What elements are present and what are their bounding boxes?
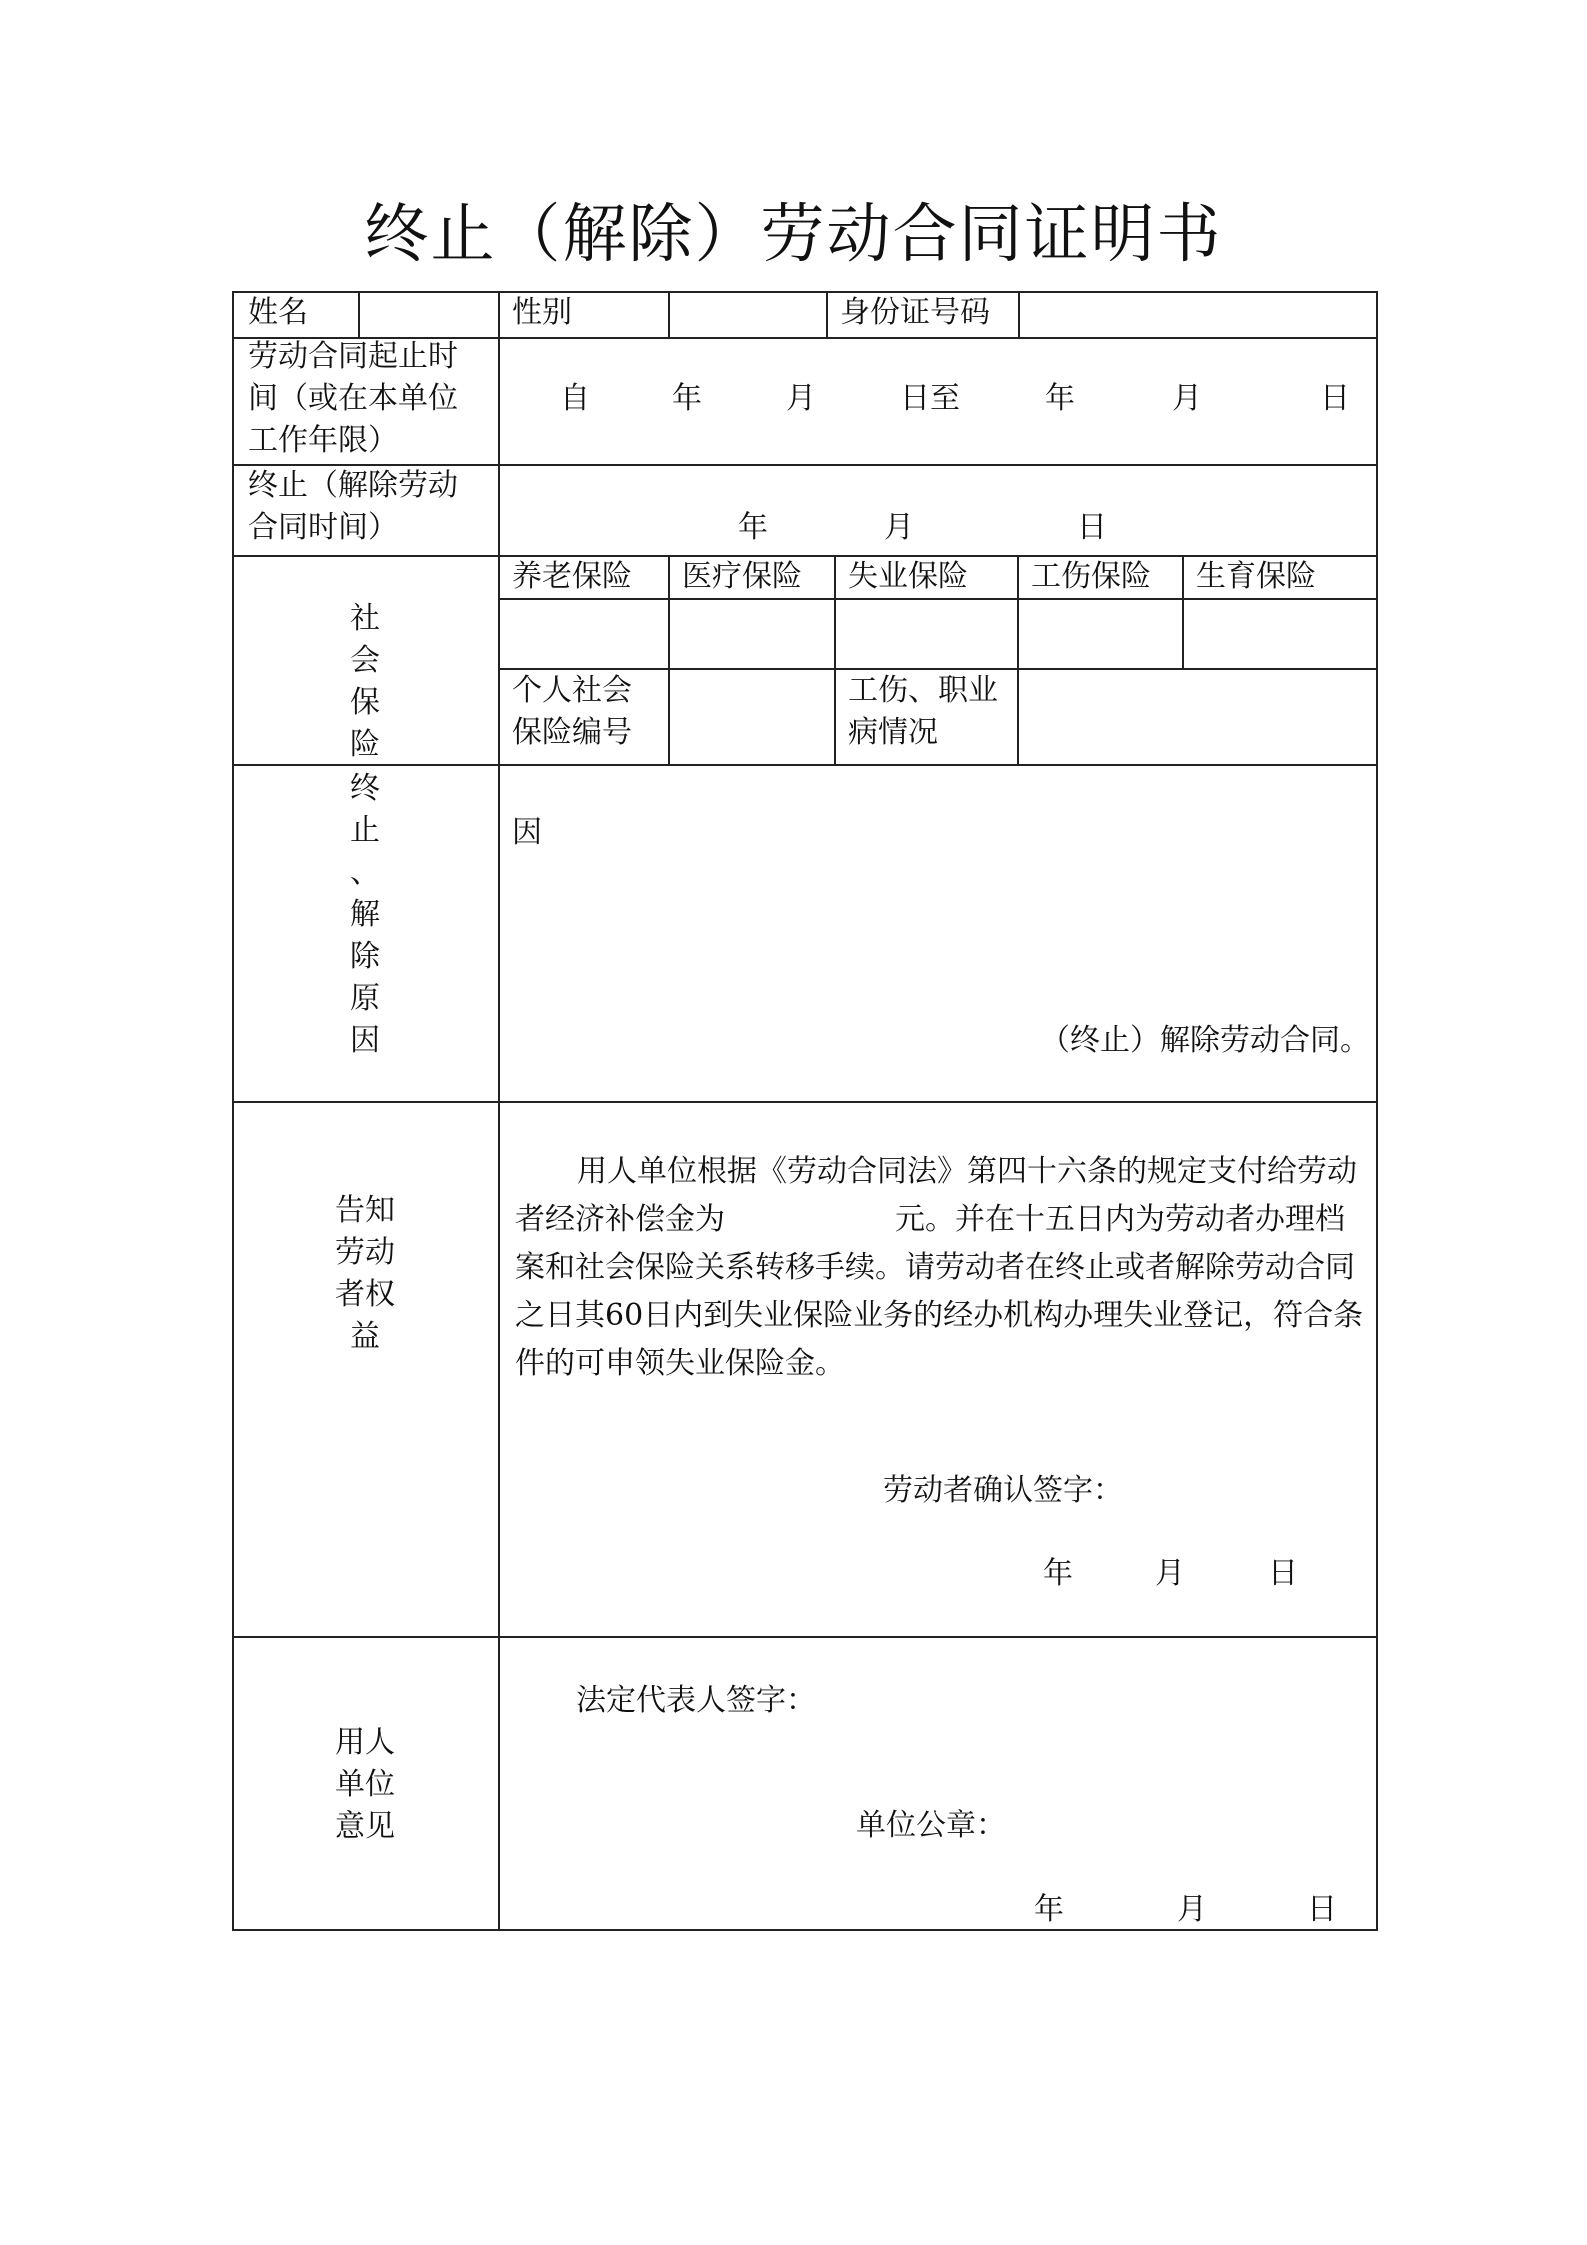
personal-insurance-no-label-line: 保险编号 bbox=[512, 715, 632, 750]
contract-period-label-line: 劳动合同起止时 bbox=[248, 339, 458, 374]
worker-sign-date-part: 年 bbox=[1043, 1556, 1073, 1591]
termination-reason-side-label: 终 止 、 解 除 原 因 bbox=[350, 771, 380, 1058]
medical-insurance-label: 医疗保险 bbox=[682, 559, 802, 594]
table-line bbox=[826, 291, 828, 337]
social-insurance-side-label: 社 会 保 险 bbox=[350, 601, 380, 762]
contract-date-part: 日至 bbox=[900, 381, 960, 416]
termination-time-label-line: 终止（解除劳动 bbox=[248, 468, 458, 503]
table-line bbox=[668, 291, 670, 337]
contract-period-label-line: 间（或在本单位 bbox=[248, 381, 458, 416]
document-title: 终止（解除）劳动合同证明书 bbox=[364, 198, 1223, 272]
employer-date-part: 年 bbox=[1034, 1892, 1064, 1927]
termination-time-label-line: 合同时间） bbox=[248, 510, 398, 545]
notice-rights-side-label: 告知 劳动 者权 益 bbox=[335, 1193, 395, 1354]
termination-date-part: 年 bbox=[738, 510, 768, 545]
contract-date-part: 年 bbox=[1045, 381, 1075, 416]
personal-insurance-no-label-line: 个人社会 bbox=[512, 673, 632, 708]
table-line bbox=[1017, 555, 1019, 764]
injury-disease-label-line: 病情况 bbox=[848, 715, 938, 750]
contract-date-part: 月 bbox=[1172, 381, 1202, 416]
notice-paragraph: 用人单位根据《劳动合同法》第四十六条的规定支付给劳动者经济补偿金为 元。并在十五日内为劳动者办理档案和社会保险关系转移手续。请劳动者在终止或者解除劳动合同之日其60日内到失业保险业务的经办机构办理失业登记，符合条件的可申领失业保险金。 bbox=[515, 1154, 1364, 1381]
contract-date-part: 自 bbox=[560, 381, 590, 416]
termination-date-part: 日 bbox=[1077, 510, 1107, 545]
injury-disease-label-line: 工伤、职业 bbox=[848, 673, 998, 708]
table-line bbox=[232, 291, 234, 1931]
reason-suffix: （终止）解除劳动合同。 bbox=[1040, 1023, 1370, 1058]
contract-period-label-line: 工作年限） bbox=[248, 423, 398, 458]
table-line bbox=[834, 555, 836, 764]
table-line bbox=[1376, 291, 1378, 1931]
contract-date-part: 日 bbox=[1320, 381, 1350, 416]
table-line bbox=[668, 555, 670, 764]
unemployment-insurance-label: 失业保险 bbox=[848, 559, 968, 594]
gender-label: 性别 bbox=[512, 295, 572, 330]
table-line bbox=[498, 291, 500, 1931]
employer-date-part: 日 bbox=[1307, 1892, 1337, 1927]
pension-insurance-label: 养老保险 bbox=[512, 559, 632, 594]
table-line bbox=[232, 1101, 1378, 1103]
table-line bbox=[232, 764, 1378, 766]
employer-opinion-side-label: 用人 单位 意见 bbox=[335, 1725, 395, 1844]
table-line bbox=[1018, 291, 1020, 337]
employer-date-part: 月 bbox=[1177, 1892, 1207, 1927]
contract-date-part: 年 bbox=[672, 381, 702, 416]
company-seal-label: 单位公章： bbox=[856, 1808, 1006, 1843]
contract-date-part: 月 bbox=[786, 381, 816, 416]
reason-prefix: 因 bbox=[512, 815, 542, 850]
table-line bbox=[358, 291, 360, 337]
worker-sign-date-part: 日 bbox=[1268, 1556, 1298, 1591]
table-line bbox=[232, 1636, 1378, 1638]
name-label: 姓名 bbox=[248, 295, 308, 330]
legal-rep-sign-label: 法定代表人签字： bbox=[576, 1683, 816, 1718]
worker-sign-label: 劳动者确认签字： bbox=[883, 1473, 1123, 1508]
table-line bbox=[1182, 555, 1184, 668]
id-number-label: 身份证号码 bbox=[840, 295, 990, 330]
table-line bbox=[232, 291, 1378, 293]
maternity-insurance-label: 生育保险 bbox=[1196, 559, 1316, 594]
termination-date-part: 月 bbox=[884, 510, 914, 545]
worker-sign-date-part: 月 bbox=[1155, 1556, 1185, 1591]
injury-insurance-label: 工伤保险 bbox=[1031, 559, 1151, 594]
table-line bbox=[498, 598, 1378, 600]
